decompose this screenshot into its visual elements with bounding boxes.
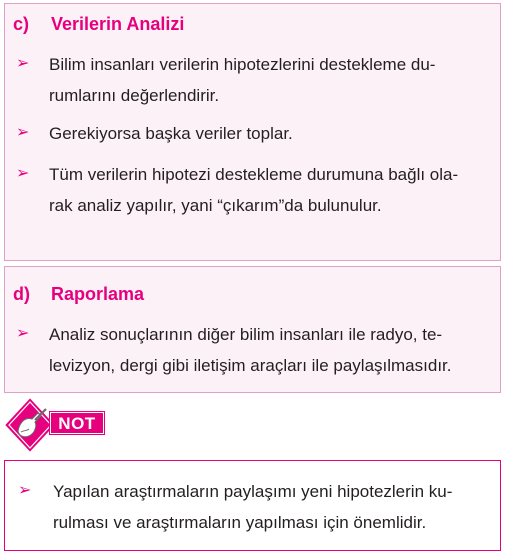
list-item: [49, 159, 486, 221]
list-item-line: Analiz sonuçlarının diğer bilim insanları ile radyo, te-: [49, 325, 443, 344]
note-line: rulması ve araştırmaların yapılması için önemlidir.: [53, 513, 427, 532]
note-badge-label: NOT: [50, 412, 104, 434]
bullet-icon: ➢: [16, 165, 30, 182]
list-item-line: rumlarını değerlendirir.: [49, 86, 220, 105]
list-item: [49, 319, 486, 381]
bullet-icon: ➢: [16, 55, 30, 72]
section-c-heading: [13, 14, 184, 35]
note-box: [4, 460, 501, 551]
bullet-icon: ➢: [16, 325, 30, 342]
list-item-line: levizyon, dergi gibi iletişim araçları ile paylaşılmasıdır.: [49, 356, 452, 375]
list-item: [49, 49, 486, 111]
list-item: [49, 118, 486, 149]
bullet-icon: ➢: [16, 124, 30, 141]
list-item-line: Bilim insanları verilerin hipotezlerini destekleme du-: [49, 55, 436, 74]
section-c-box: [4, 3, 501, 261]
hand-writing-pen-icon: [4, 397, 56, 453]
list-item-line: Gerekiyorsa başka veriler toplar.: [49, 124, 293, 143]
list-item-line: rak analiz yapılır, yani “çıkarım”da bulunulur.: [49, 196, 382, 215]
bullet-icon: ➢: [18, 482, 32, 499]
section-d-title: Raporlama: [51, 284, 145, 304]
note-line: Yapılan araştırmaların paylaşımı yeni hipotezlerin ku-: [53, 482, 453, 501]
section-d-box: [4, 266, 501, 393]
section-c-letter: c): [13, 14, 30, 34]
list-item-line: Tüm verilerin hipotezi destekleme durumuna bağlı ola-: [49, 165, 459, 184]
section-d-letter: d): [13, 284, 30, 304]
section-d-heading: [13, 284, 144, 305]
section-c-title: Verilerin Analizi: [51, 14, 185, 34]
note-text: [53, 476, 486, 538]
